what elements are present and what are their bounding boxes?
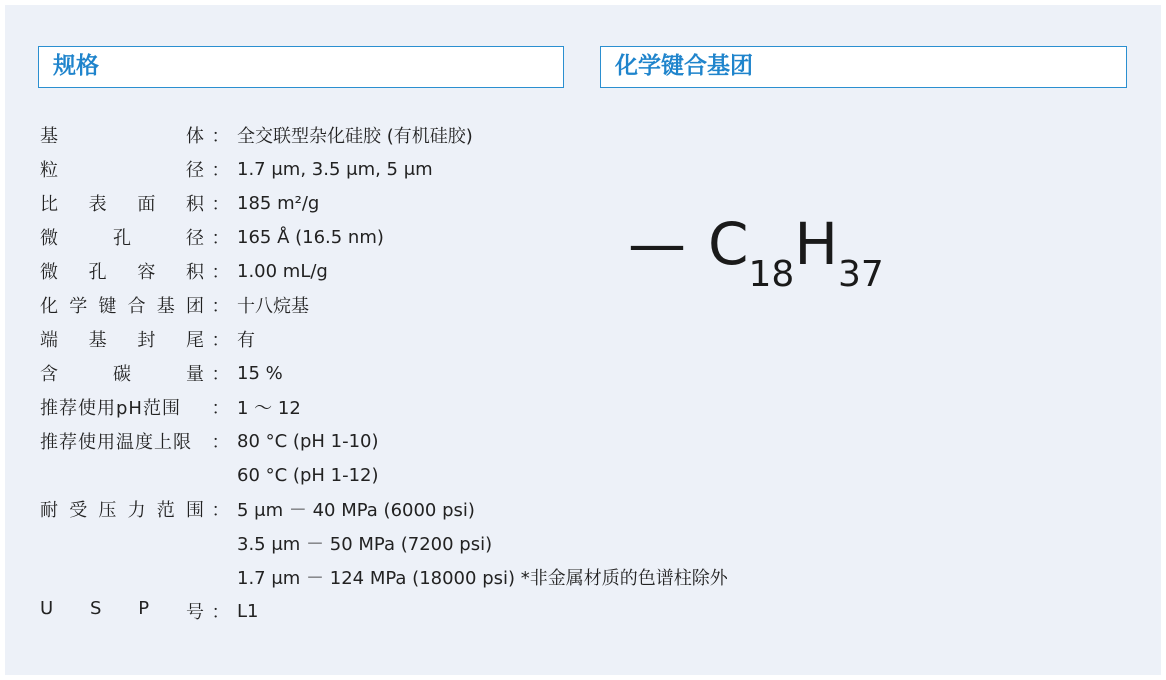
spec-label-char: P: [138, 598, 150, 619]
bond-section-title: 化学键合基团: [600, 46, 1127, 88]
spec-label-char: 比: [40, 194, 58, 215]
spec-label-char: 孔: [88, 262, 107, 283]
spec-label-char: 孔: [113, 228, 131, 249]
spec-label-char: 压: [98, 500, 117, 521]
spec-value: 80 °C (pH 1-10): [237, 430, 379, 452]
spec-colon: ：: [211, 602, 230, 623]
spec-value: 185 m²/g: [237, 192, 320, 214]
spec-row: [40, 356, 728, 390]
spec-label-char: 化: [40, 296, 58, 317]
spec-label-char: 体: [186, 126, 204, 147]
spec-label-char: 合: [127, 296, 146, 317]
spec-label-char: 范: [156, 500, 175, 521]
spec-label-char: 耐: [40, 500, 58, 521]
spec-label: [40, 190, 204, 216]
spec-label-char: 粒: [40, 160, 58, 181]
spec-label: [40, 122, 204, 148]
spec-row: [40, 390, 728, 424]
spec-colon: ：: [211, 262, 230, 283]
formula-hydrogen: H: [794, 210, 838, 278]
spec-row: [40, 322, 728, 356]
spec-colon: ：: [211, 330, 230, 351]
spec-label-char: 基: [40, 126, 58, 147]
spec-value-continuation: 60 °C (pH 1-12): [237, 464, 379, 486]
spec-value: L1: [237, 600, 259, 622]
spec-colon: ：: [211, 194, 230, 215]
spec-label-char: 基: [88, 330, 107, 351]
spec-label-char: 容: [137, 262, 156, 283]
spec-value: 1.7 μm, 3.5 μm, 5 μm: [237, 158, 433, 180]
spec-value: 十八烷基: [237, 296, 309, 317]
spec-colon: ：: [211, 160, 230, 181]
spec-colon: ：: [211, 432, 230, 453]
spec-label-char: 尾: [185, 330, 204, 351]
spec-label-char: 封: [137, 330, 156, 351]
spec-value: 有: [237, 330, 255, 351]
spec-row: [40, 526, 728, 560]
spec-label: [40, 224, 204, 250]
spec-colon: ：: [211, 228, 230, 249]
spec-label-char: 力: [127, 500, 146, 521]
spec-row: [40, 220, 728, 254]
spec-colon: ：: [211, 398, 230, 419]
spec-value-continuation: 1.7 μm － 124 MPa (18000 psi) *非金属材质的色谱柱除外: [237, 568, 728, 589]
spec-label-char: 积: [185, 262, 204, 283]
spec-label: [40, 360, 204, 386]
spec-value: 1.00 mL/g: [237, 260, 328, 282]
spec-row: [40, 594, 728, 628]
spec-label-char: S: [90, 598, 102, 619]
spec-value: 15 %: [237, 362, 283, 384]
spec-row: [40, 492, 728, 526]
spec-colon: ：: [211, 126, 230, 147]
spec-list: [40, 118, 728, 628]
spec-label-char: 受: [69, 500, 88, 521]
spec-label-char: 围: [185, 500, 204, 521]
spec-panel: [5, 5, 1161, 675]
spec-label: [40, 598, 204, 624]
spec-label-char: 团: [185, 296, 204, 317]
spec-colon: ：: [211, 296, 230, 317]
spec-label-char: U: [40, 598, 54, 619]
spec-label: 推荐使用pH范围: [40, 398, 181, 419]
spec-label-char: 积: [185, 194, 204, 215]
spec-label-char: 径: [186, 160, 204, 181]
spec-section-title: 规格: [38, 46, 564, 88]
spec-label-char: 端: [40, 330, 58, 351]
spec-label-char: 号: [185, 602, 204, 623]
formula-dash: —: [628, 210, 686, 278]
spec-row: [40, 288, 728, 322]
spec-label: [40, 326, 204, 352]
spec-label-char: 面: [137, 194, 156, 215]
spec-label-char: 键: [98, 296, 117, 317]
formula-carbon-subscript: 18: [748, 254, 795, 295]
spec-label: [40, 156, 204, 182]
spec-row: [40, 118, 728, 152]
spec-label-char: 量: [186, 364, 204, 385]
chemical-formula: [628, 210, 884, 295]
spec-row: [40, 152, 728, 186]
spec-row: [40, 254, 728, 288]
spec-label-char: 学: [69, 296, 88, 317]
spec-colon: ：: [211, 364, 230, 385]
spec-row: [40, 560, 728, 594]
spec-label: [40, 292, 204, 318]
spec-label-char: 表: [88, 194, 107, 215]
spec-row: [40, 458, 728, 492]
spec-label: [40, 258, 204, 284]
formula-hydrogen-subscript: 37: [837, 254, 884, 295]
spec-row: [40, 424, 728, 458]
spec-label: 推荐使用温度上限: [40, 432, 192, 453]
spec-value: 165 Å (16.5 nm): [237, 226, 384, 248]
spec-label-char: 基: [156, 296, 175, 317]
spec-value-continuation: 3.5 μm － 50 MPa (7200 psi): [237, 534, 493, 555]
formula-carbon: C: [708, 210, 749, 278]
spec-label-char: 微: [40, 228, 58, 249]
spec-label-char: 碳: [113, 364, 131, 385]
spec-label-char: 微: [40, 262, 58, 283]
spec-value: 5 μm － 40 MPa (6000 psi): [237, 500, 475, 521]
spec-label: [40, 496, 204, 522]
spec-value: 1 ～ 12: [237, 398, 301, 419]
spec-label-char: 径: [186, 228, 204, 249]
spec-colon: ：: [211, 500, 230, 521]
spec-row: [40, 186, 728, 220]
spec-label-char: 含: [40, 364, 58, 385]
spec-value: 全交联型杂化硅胶 (有机硅胶): [237, 126, 473, 147]
